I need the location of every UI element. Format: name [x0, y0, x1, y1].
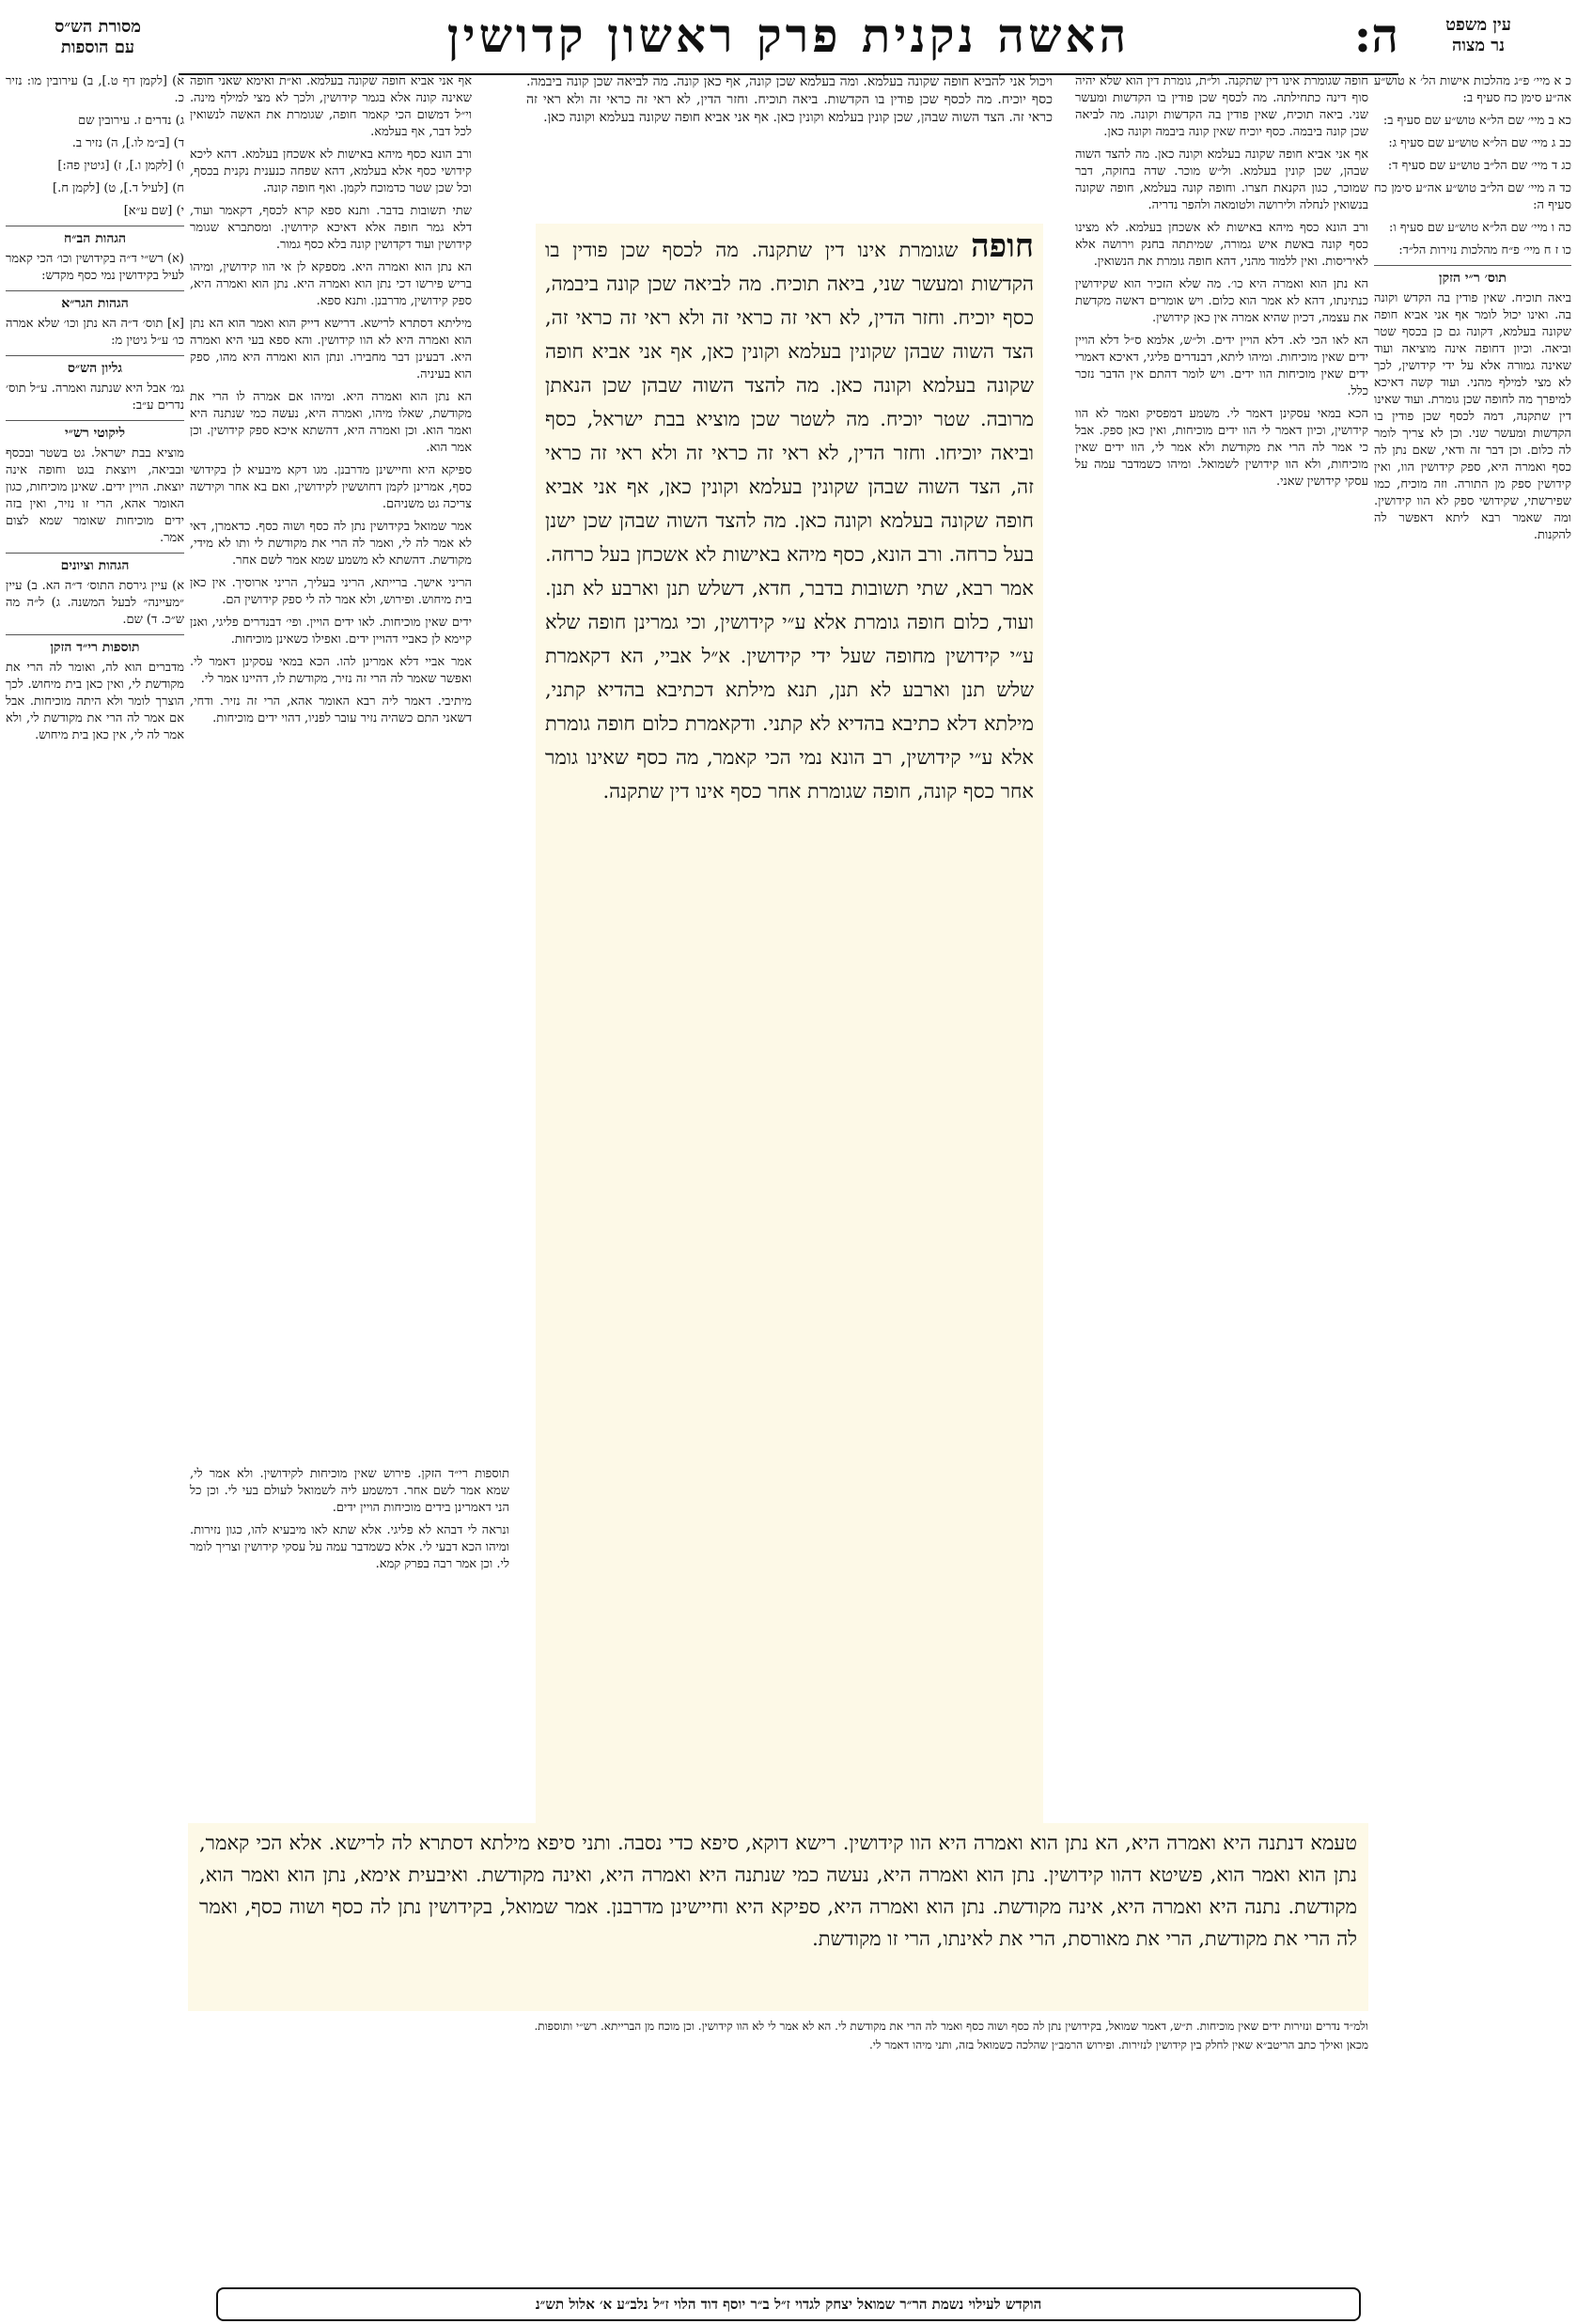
masoret-item: ד) [ב״מ לו.], ה) נזיר ב. — [71, 136, 184, 150]
ein-mishpat-item: כב ג מיי׳ שם הל״א טוש״ע שם סעיף ג: — [1388, 136, 1571, 150]
tosafot-paragraph: ורב הונא כסף מיהא באישות לא אשכחן בעלמא. דהא ליכא קידושי כסף אלא בעלמא, דהא שפחה כנענית נקנית בכסף, וכל שכן שטר כדמוכח לקמן. ואף חופה קונה. — [190, 148, 472, 195]
masoret-item: א) [לקמן דף ט.], ב) עירובין מו: נזיר כ. — [6, 74, 184, 105]
masoret-header — [13, 17, 182, 58]
right-margin — [1374, 73, 1571, 2244]
ein-mishpat-item: כו ז ח מיי׳ פ״ח מהלכות נזירות הל״ד: — [1398, 243, 1571, 257]
tosafot-rid-right-text: ביאה תוכיח. שאין פודין בה הקדש וקונה בה. ואינו יכול לומר אף אני אביא חופה שקונה בעלמא, דקונה גם כן בכסף שטר וביאה. וכיון דחופה אינה מוציאה ועוד שאינה גמורה אלא על ידי קידושין, לכך לא מצי למילף מהני. ועוד קשה דאיכא למיפרך מה לחופה שכן גומרת. ועוד שאינו דין שתקנה, דמה לכסף שכן פודין בו הקדשות ומעשר שני. וכן לא צריך לומר לה כלום. וכן דבר זה ודאי, שאם נתן לה כסף ואמרה היא, ספק קידושין הוו, ואין קידושין ספק מן התורה. וזה מוכיח, כמו שפירשתי, שקידושי ספק לא הוו קידושין. ומה שאמר רבא ליתא דאפשר לה להקנות. — [1374, 291, 1571, 542]
hagahot-tziyunim-title: הגהות וציונים — [6, 553, 184, 574]
dedication-box: הוקדש לעילוי נשמת הר״ר שמואל יצחק לגדוי ז״ל ב״ר יוסף דוד הלוי ז״ל נלב״ע א׳ אלול תש״נ — [216, 2287, 1361, 2321]
ein-mishpat-item: כ א מיי׳ פ״ג מהלכות אישות הל׳ א טוש״ע אה״ע סימן כח סעיף ב: — [1374, 74, 1571, 105]
masoret-item: ח) [לעיל ד.], ט) [לקמן ח.] — [53, 181, 184, 195]
gilyon-text: גמ׳ אבל היא שנתנה ואמרה. ע״ל תוס׳ נדרים ע״ב: — [6, 382, 184, 413]
rashi-paragraph: הא נתן הוא ואמרה היא כו׳. מה שלא הזכיר הוא שקידושין כנתינתו, דהא לא אמר הוא כלום. ויש אומרים דאשה מקדשת את עצמה, דכיון שהיא אמרה אין כאן קידושין. — [1075, 277, 1368, 325]
tosafot-rid-right-title: תוס׳ ר״י הזקן — [1374, 265, 1571, 287]
gemara-main — [536, 224, 1043, 1859]
rashi-paragraph: הא לאו הכי לא. דלא הויין ידים. ול״ש, אלמא ס״ל דלא הויין ידים שאין מוכיחות. ומיהו ליתא, דבנדרים פליגי, דאיכא דאמרי ידים שאין מוכיחות הוו ידים. ויש לומר דהתם אין הדבר נזכר כלל. — [1075, 334, 1368, 398]
rashi-paragraph: חופה שגומרת אינו דין שתקנה. ול״ת, גומרת דין הוא שלא יהיה סוף דינה כתחילתה. מה לכסף שכן פודין בו הקדשות ומעשר שני. ביאה תוכיח, שאין פודין בה הקדשות וקונה. מה לביאה שכן קונה ביבמה. כסף יוכיח שאין קונה ביבמה וקונה כאן. — [1075, 74, 1368, 139]
tosafot-rid-paragraph: תוספות רי״ד הזקן. פירוש שאין מוכיחות לקידושין. ולא אמר לי, שמא אמר לשם אחר. דמשמע ליה לשמואל לעולם בעי לי. וכן כל הני דאמרינן בידים מוכיחות הויין ידים. — [190, 1467, 509, 1515]
ein-mishpat-list — [1374, 73, 1571, 259]
hagahot-bach-title: הגהות הב״ח — [6, 226, 184, 247]
tosafot-paragraph: ידים שאין מוכיחות. לאו ידים הויין. ופי׳ דבנדרים פליגי, ואנן קיימא לן כאביי דהויין ידים. ואפילו כשאינן מוכיחות. — [190, 616, 472, 647]
rashi-paragraph: הכא במאי עסקינן דאמר לי. משמע דמפסיק ואמר לא הוו קידושין, וכיון דאמר לי הוו ידים מוכיחות, ואין כאן ספק. אבל כי אמר לה הרי את מקודשת ולא אמר לי, הוו ידים שאין מוכיחות, ולא הוו קידושין לשמואל. ומיהו כשמדבר עמה על עסקי קידושין שאני. — [1075, 407, 1368, 489]
masoret-item: י) [שם ע״א] — [123, 204, 184, 218]
tosafot-paragraph: אף אני אביא חופה שקונה בעלמא. וא״ת ואימא שאני חופה שאינה קונה אלא בגמר קידושין, ולכך לא מצי למילף מינה. וי״ל דמשום הכי קאמר חופה, שגומרת את האשה לנשואין לכל דבר, אף בעלמא. — [190, 74, 472, 139]
hosafot-label: עם הוספות — [60, 38, 135, 57]
folio-number: ה: — [1353, 8, 1398, 63]
tosafot-paragraph: הריני אישך. ברייתא, הריני בעליך, הריני ארוסיך. אין כאן בית מיחוש. ופירוש, ולא אמר לה לי ספק קידושין הם. — [190, 576, 472, 607]
masoret-label: מסורת הש״ס — [55, 17, 141, 37]
likutei-rashi-title: ליקוטי רש״י — [6, 420, 184, 442]
rashi-paragraph: ורב הונא כסף מיהא באישות לא אשכחן בעלמא. לא מצינו כסף קונה באשת איש גמורה, שמיתתה בחנק וירושה אלא לאיריסות. ואין ללמוד מהני, דהא חופה גומרת את הנשואין. — [1075, 221, 1368, 269]
left-margin — [6, 73, 184, 2244]
page-title: האשה נקנית פרק ראשון קדושין — [446, 8, 1131, 63]
ein-mishpat-item: כה ו מיי׳ שם הל״א טוש״ע שם סעיף ו: — [1389, 221, 1571, 235]
page-header — [0, 8, 1577, 68]
rashi-commentary — [1075, 73, 1368, 2009]
likutei-rashi-text: מוציא בבת ישראל. גט בשטר ובכסף ובביאה, ויוצאת בגט וחופה אינה יוצאת. הויין ידים. שאינן מוכיחות, כגון האומר אהא, הרי זו נזיר, ואין בזה ידים מוכיחות שאומר שמא לצום אמר. — [6, 446, 184, 545]
tosafot-paragraph: מיליתא דסתרא לרישא. דרישא דייק הוא ואמר הוא הא נתן הוא ואמרה היא לא הוו קידושין. והא ספא בעי היא ואמרה היא. דבעינן דבר מחבירו. ונתן הוא ואמרה היא מהו, ספק הוא בעיניה. — [190, 317, 472, 382]
ein-mishpat-item: כד ה מיי׳ שם הל״ב טוש״ע אה״ע סימן כח סעיף ה: — [1374, 181, 1571, 212]
tosafot-rid-left-text: מדברים הוא לה, ואומר לה הרי את מקודשת לי, ואין כאן בית מיחוש. לכך הוצרך לומר ולא היתה מוכיחות. אבל אם אמר לה הרי את מקודשת לי, ולא אמר לה לי, אין כאן בית מיחוש. — [6, 661, 184, 742]
gemara-block — [526, 73, 1053, 2009]
gemara-lead-word: חופה — [971, 227, 1034, 265]
tosafot-paragraph: הא נתן הוא ואמרה היא. ומיהו אם אמרה לו הרי את מקודשת, שאלו מיהו, ואמרה היא, נעשה כמי שנתנה היא ואמר הוא. וכן ואמרה היא, דהשתא איכא ספק קידושין. וכן אמר הוא. — [190, 390, 472, 455]
tosafot-rid-left-title: תוספות רי״ד הזקן — [6, 634, 184, 656]
footer-notes — [188, 2019, 1368, 2282]
ein-mishpat-item: כג ד מיי׳ שם הל״ב טוש״ע שם סעיף ד: — [1387, 159, 1571, 173]
ein-mishpat-header — [1408, 15, 1549, 56]
tosafot-paragraph: שתי תשובות בדבר. ותנא ספא קרא לכסף, דקאמר ועוד, דלא גמר חופה אלא דאיכא קידושין. ומסתברא שגומר קידושין ועוד דקדושין קונה בלא כסף גמור. — [190, 204, 472, 252]
tosafot-paragraph: מיתיבי. דאמר ליה רבא האומר אהא, הרי זה נזיר. ודחי, דשאני התם כשהיה נזיר עובר לפניו, דהוי ידים מוכיחות. — [190, 694, 472, 725]
hagahot-tziyunim-text: א) עיין גירסת התוס׳ ד״ה הא. ב) עיין ״מעיינה״ לבעל המשנה. ג) ל״ה מה ש״כ. ד) שם. — [6, 579, 184, 627]
ein-mishpat-label: עין משפט — [1445, 15, 1511, 35]
hagahot-bach-text: (א) רש״י ד״ה בקידושין וכו׳ הכי קאמר לעיל בקידושין נמי כסף מקדש: — [6, 252, 184, 283]
tosafot-rid-paragraph: ונראה לי דבהא לא פליגי. אלא שתא לאו מיבעיא להו, כגון נזירות. ומיהו הכא דבעי לי. אלא כשמדבר עמה על עסקי קידושין וצריך לומר לי. וכן אמר רבה בפרק קמא. — [190, 1523, 509, 1571]
hagahot-gra-text: [א] תוס׳ ד״ה הא נתן וכו׳ שלא אמרה כו׳ ע״ל גיטין מ: — [6, 317, 184, 348]
tosafot-commentary — [190, 73, 472, 1464]
hagahot-gra-title: הגהות הגר״א — [6, 290, 184, 312]
ner-mitzvah-label: נר מצוה — [1451, 36, 1506, 55]
tosafot-paragraph: הא נתן הוא ואמרה היא. מספקא לן אי הוו קידושין, ומיהו בריש פירשו דכי נתן הוא ואמרה היא. נתן הוא ואמרה היא, ספק קידושין, מדרבנן. ותנא ספא. — [190, 260, 472, 308]
tosafot-paragraph: אמר אביי דלא אמרינן להו. הכא במאי עסקינן דאמר לי. ואפשר שאמר לה הרי זה נזיר, מקודשת לו, דהיינו אמר לי. — [190, 655, 472, 686]
masoret-list — [6, 73, 184, 220]
gilyon-title: גליון הש״ס — [6, 355, 184, 377]
rashi-paragraph: אף אני אביא חופה שקונה בעלמא וקונה כאן. מה להצד השוה שבהן, שכן קונין בעלמא. ול״ש מוכר. שדה בחזקה, דבר שמוכר, כגון הקנאת חצרו. וחופה קונה בעלמא, חופה שקונה בנשואין לנחלה ולירושה ולטומאה ולהפר נדריה. — [1075, 148, 1368, 212]
tosafot-paragraph: אמר שמואל בקידושין נתן לה כסף ושוה כסף. כדאמרן, דאי לא אמר לה לי, ואמר לה הרי את מקודשת לי ותו לא מידי, מקודשת. דהשתא לא משמע שמא אמר לשם אחר. — [190, 520, 472, 568]
masoret-item: ג) נדרים ז. עירובין שם — [78, 114, 184, 128]
footer-note: ולמ״ד נדרים ונזירות ידים שאין מוכיחות. ת״ש, דאמר שמואל, בקידושין נתן לה כסף ושוה כסף ואמר לה הרי את מקודשת לי. הא לא אמר לי לא הוו קידושין. וכן מוכח מן הברייתא. רש״י ותוספות. — [534, 2020, 1368, 2033]
gemara-main-text: שגומרת אינו דין שתקנה. מה לכסף שכן פודין בו הקדשות ומעשר שני, ביאה תוכיח. מה לביאה שכן קונה ביבמה, כסף יוכיח. וחזר הדין, לא ראי זה כראי זה ולא ראי זה כראי זה, הצד השוה שבהן שקונין בעלמא וקונין כאן, אף אני אביא חופה שקונה בעלמא וקונה כאן. מה להצד השוה שבהן שכן הנאתן מרובה. שטר יוכיח. מה לשטר שכן מוציא בבת ישראל, כסף וביאה יוכיחו. וחזר הדין, לא ראי זה כראי זה ולא ראי זה כראי זה, הצד השוה שבהן שקונין בעלמא וקונין כאן, אף אני אביא חופה שקונה בעלמא וקונה כאן. מה להצד השוה שבהן שכן ישנן בעל כרחה. ורב הונא, כסף מיהא באישות לא אשכחן בעל כרחה. אמר רבא, שתי תשובות בדבר, חדא, דשלש תנן וארבע לא תנן. ועוד, כלום חופה גומרת אלא ע״י קידושין, וכי גמרינן חופה שלא ע״י קידושין מחופה שעל ידי קידושין. א״ל אביי, הא דקאמרת שלש תנן וארבע לא תנן, תנא מילתא דכתיבא בהדיא קתני, מילתא דלא כתיבא בהדיא לא קתני. ודקאמרת כלום חופה גומרת אלא ע״י קידושין, רב הונא נמי הכי קאמר, מה כסף שאינו גומר אחר כסף קונה, חופה שגומרת אחר כסף אינו דין שתקנה. — [545, 239, 1034, 803]
gemara-top-text: ויכול אני להביא חופה שקונה בעלמא. ומה בעלמא שכן קונה, אף כאן קונה. מה לביאה שכן קונה ביבמה. כסף יוכיח. מה לכסף שכן פודין בו הקדשות. ביאה תוכיח. וחזר הדין, לא ראי זה כראי זה ולא ראי זה כראי זה. הצד השוה שבהן, שכן קונין בעלמא וקונין כאן. אף אני אביא חופה שקונה בעלמא וקונה כאן. — [526, 74, 1053, 125]
footer-note: מכאן ואילך כתב הריטב״א שאין לחלק בין קידושין לנזירות. ופירוש הרמב״ן שהלכה כשמואל בזה, ותני מיהו דאמר לי. — [868, 2038, 1368, 2051]
tosafot-paragraph: ספיקא היא וחיישינן מדרבנן. מגו דקא מיבעיא לן בקידושי כסף, אמרינן לקמן דחוששין לקידושין, ואם בא אחר וקידשה צריכה גט משניהם. — [190, 463, 472, 511]
ein-mishpat-item: כא ב מיי׳ שם הל״א טוש״ע שם סעיף ב: — [1382, 114, 1571, 128]
gemara-bottom: טעמא דנתנה היא ואמרה היא, הא נתן הוא ואמרה היא הוו קידושין. רישא דוקא, סיפא כדי נסבה. ותני סיפא מילתא דסתרא לה לרישא. אלא הכי קאמר, נתן הוא ואמר הוא, פשיטא דהוו קידושין. נתן הוא ואמרה היא, נעשה כמי שנתנה היא ואמרה היא, ואינה מקודשת. ואיבעית אימא, נתן הוא ואמר הוא, מקודשת. נתנה היא ואמרה היא, אינה מקודשת. נתן הוא ואמרה היא, ספיקא היא וחיישינן מדרבנן. אמר שמואל, בקידושין נתן לה כסף ושוה כסף, ואמר לה הרי את מקודשת, הרי את מאורסת, הרי את לאינתו, הרי זו מקודשת. — [188, 1823, 1368, 2011]
masoret-item: ו) [לקמן ו.], ז) [גיטין פה:] — [57, 159, 184, 173]
